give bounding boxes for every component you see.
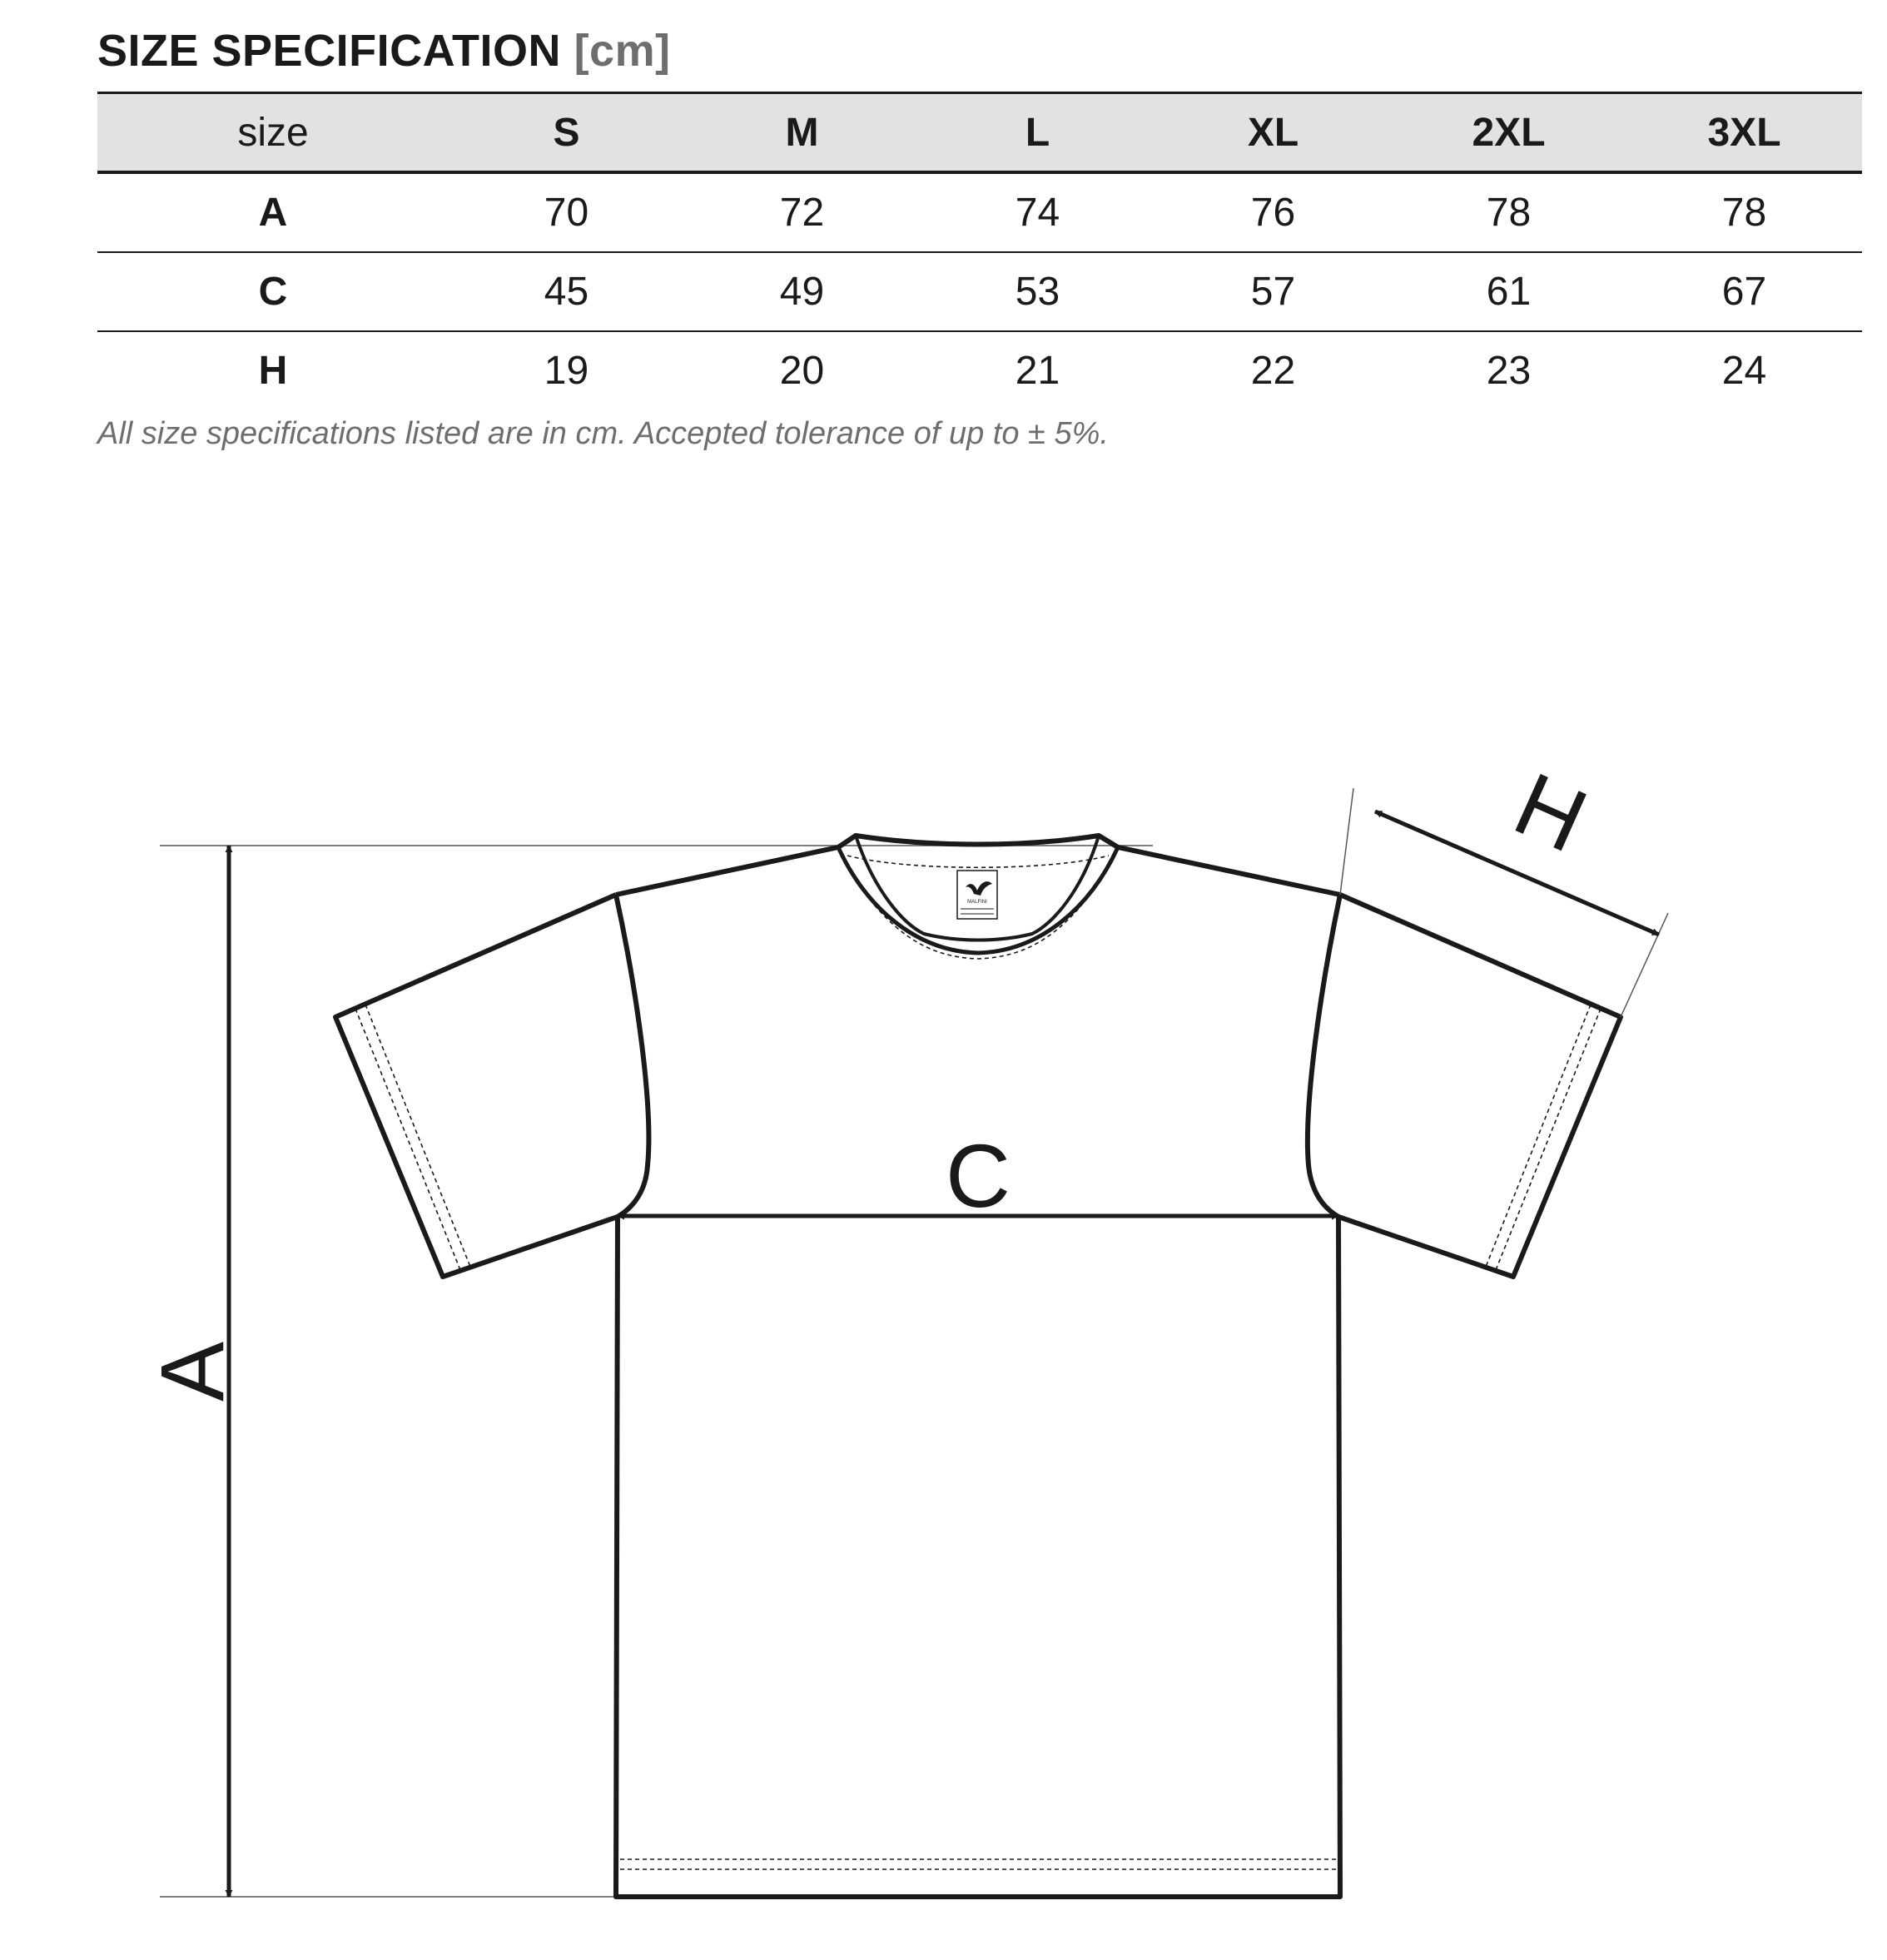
- header-size-label: size: [97, 93, 449, 173]
- h-extension-line-start: [1340, 788, 1353, 895]
- table-cell: 61: [1391, 252, 1626, 331]
- tag-brand-text: MALFINI: [967, 900, 987, 905]
- title-unit: [cm]: [574, 26, 671, 76]
- measure-a-label: A: [142, 1341, 242, 1402]
- table-cell: 78: [1626, 172, 1862, 252]
- header-size-l: L: [920, 93, 1155, 173]
- header-size-s: S: [449, 93, 684, 173]
- table-cell: 21: [1015, 349, 1060, 393]
- table-cell: 49: [684, 252, 920, 331]
- table-cell: 19: [544, 349, 589, 393]
- table-cell: 67: [1626, 252, 1862, 331]
- row-label-h: H: [258, 349, 288, 393]
- table-cell: 53: [920, 252, 1155, 331]
- table-cell: 45: [449, 252, 684, 331]
- stitch-lines: [355, 856, 1601, 1869]
- left-sleeve: [335, 895, 618, 1277]
- tolerance-note: All size specifications listed are in cm. Accepted tolerance of up to ± 5%.: [97, 416, 1109, 451]
- table-cell: 78: [1391, 172, 1626, 252]
- left-shoulder: [616, 847, 838, 895]
- row-label-a: A: [97, 172, 449, 252]
- neck-label-tag: [957, 871, 997, 919]
- measure-h-label: H: [1501, 752, 1601, 871]
- row-label-c: C: [97, 252, 449, 331]
- table-cell: 70: [449, 172, 684, 252]
- title-main: SIZE SPECIFICATION: [97, 26, 562, 76]
- table-cell: 20: [779, 349, 825, 393]
- table-cell: 24: [1721, 349, 1767, 393]
- table-cell: 22: [1250, 349, 1296, 393]
- table-cell: 74: [920, 172, 1155, 252]
- header-size-m: M: [684, 93, 920, 173]
- header-size-2xl: 2XL: [1391, 93, 1626, 173]
- t-shirt-outline-icon: [335, 836, 1621, 1897]
- right-shoulder: [1118, 847, 1340, 895]
- right-sleeve: [1338, 895, 1621, 1277]
- table-cell: 72: [684, 172, 920, 252]
- shirt-body: [616, 895, 1340, 1897]
- table-cell: 76: [1155, 172, 1391, 252]
- table-cell: 57: [1155, 252, 1391, 331]
- header-size-xl: XL: [1155, 93, 1391, 173]
- table-cell: 23: [1486, 349, 1532, 393]
- measure-c-label: C: [946, 1125, 1011, 1226]
- header-size-3xl: 3XL: [1626, 93, 1862, 173]
